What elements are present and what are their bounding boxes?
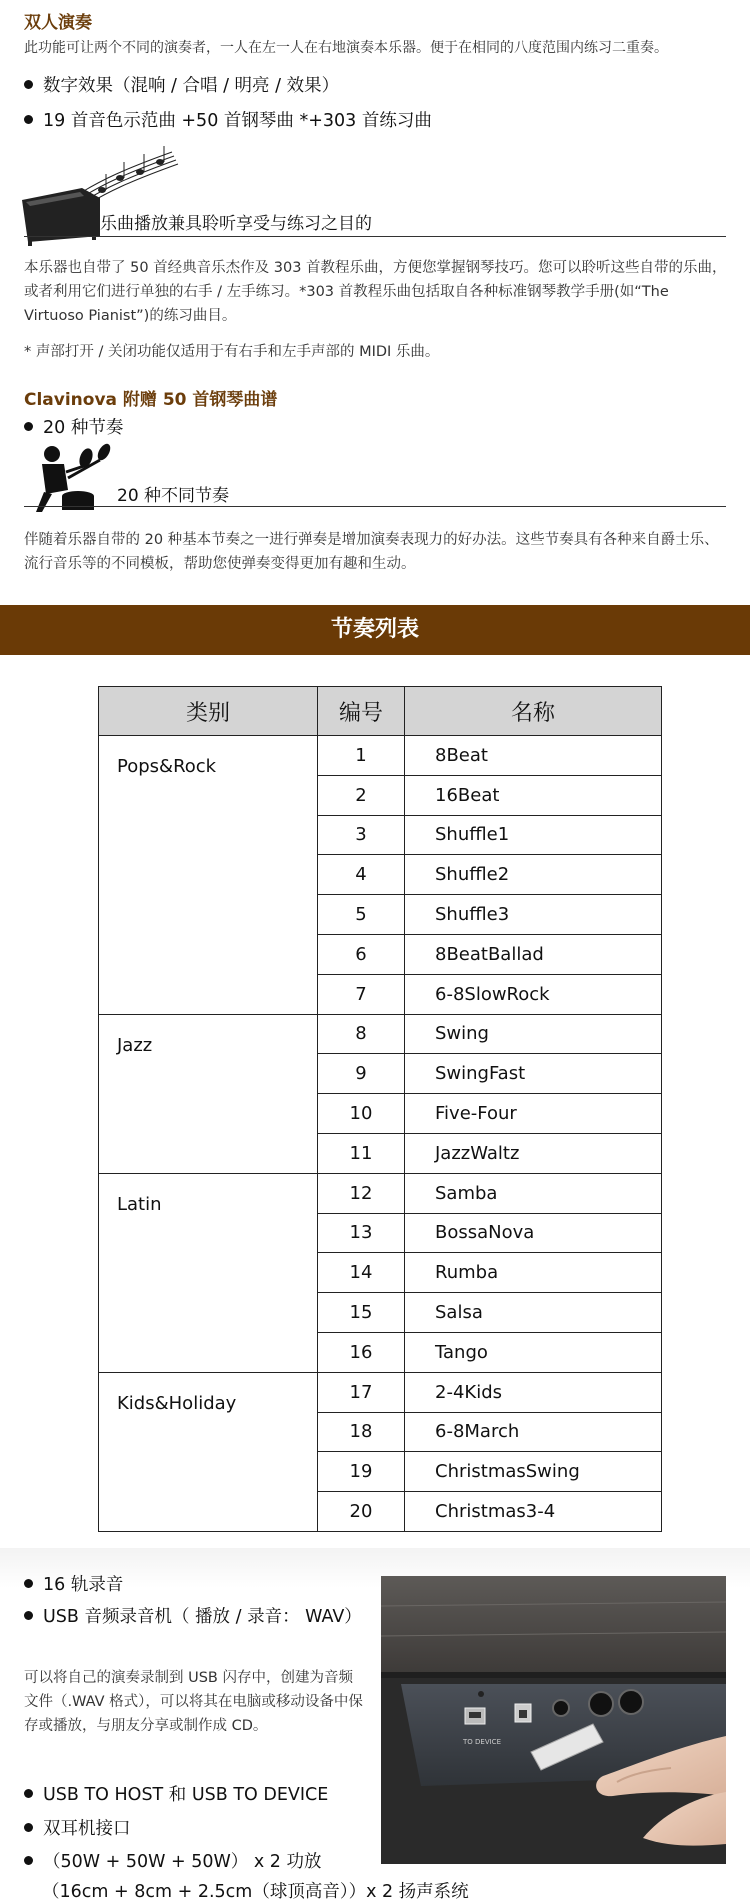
- rhythm-name: Christmas3-4: [405, 1492, 662, 1532]
- header-number: 编号: [318, 687, 405, 736]
- bullet-dot: [24, 1579, 33, 1588]
- bullet-rhythms: 20 种节奏: [24, 414, 123, 439]
- speaker-line: （16cm + 8cm + 2.5cm（球顶高音））x 2 扬声系统: [42, 1882, 469, 1902]
- bullet-amplifier: （50W + 50W + 50W） x 2 功放: [24, 1848, 321, 1873]
- rhythm-name: 8Beat: [405, 736, 662, 776]
- songs-heading: 乐曲播放兼具聆听享受与练习之目的: [100, 214, 372, 234]
- rhythm-number: 5: [318, 895, 405, 935]
- rhythm-name: 6-8SlowRock: [405, 974, 662, 1014]
- rhythm-name: ChristmasSwing: [405, 1452, 662, 1492]
- rhythm-name: Five-Four: [405, 1094, 662, 1134]
- duo-title: 双人演奏: [24, 13, 92, 33]
- rhythm-name: 16Beat: [405, 775, 662, 815]
- rhythm-rule: [24, 506, 726, 507]
- bullet-dot: [24, 80, 33, 89]
- rhythm-name: Samba: [405, 1173, 662, 1213]
- rhythm-name: Shuffle1: [405, 815, 662, 855]
- bullet-usb-recorder: USB 音频录音机（ 播放 / 录音： WAV）: [24, 1603, 362, 1628]
- table-row: [99, 1372, 662, 1412]
- rhythm-name: 6-8March: [405, 1412, 662, 1452]
- rhythm-name: Shuffle2: [405, 855, 662, 895]
- table-row: [99, 736, 662, 776]
- duo-desc: 此功能可让两个不同的演奏者，一人在左一人在右地演奏本乐器。便于在相同的八度范围内练习二重奏。: [24, 40, 668, 56]
- rhythm-name: Rumba: [405, 1253, 662, 1293]
- table-row: [99, 1014, 662, 1054]
- rhythm-number: 3: [318, 815, 405, 855]
- rhythm-number: 4: [318, 855, 405, 895]
- rhythm-number: 20: [318, 1492, 405, 1532]
- rhythm-name: BossaNova: [405, 1213, 662, 1253]
- bullet-dot: [24, 1856, 33, 1865]
- usb-panel-photo: [381, 1576, 726, 1864]
- bullet-usb-ports: USB TO HOST 和 USB TO DEVICE: [24, 1781, 328, 1806]
- rhythm-para: 伴随着乐器自带的 20 种基本节奏之一进行弹奏是增加演奏表现力的好办法。这些节奏具有各种来自爵士乐、流行音乐等的不同模板，帮助您使弹奏变得更加有趣和生动。: [24, 532, 719, 572]
- rhythm-number: 12: [318, 1173, 405, 1213]
- rhythm-number: 8: [318, 1014, 405, 1054]
- rhythm-list-band: 节奏列表: [0, 605, 750, 655]
- bullet-dot: [24, 422, 33, 431]
- rhythm-number: 11: [318, 1133, 405, 1173]
- rhythm-number: 6: [318, 934, 405, 974]
- rhythm-number: 14: [318, 1253, 405, 1293]
- panel-label: TO DEVICE: [463, 1738, 501, 1746]
- category-cell: Jazz: [99, 1014, 318, 1173]
- bullet-16-track: 16 轨录音: [24, 1571, 123, 1596]
- rhythm-number: 19: [318, 1452, 405, 1492]
- songs-rule: [24, 236, 726, 237]
- table-header-row: [99, 687, 662, 736]
- rhythm-number: 7: [318, 974, 405, 1014]
- songs-para: 本乐器也自带了 50 首经典音乐杰作及 303 首教程乐曲，方便您掌握钢琴技巧。您可以聆听这些自带的乐曲，或者利用它们进行单独的右手 / 左手练习。*303 首教程乐曲包括取自各种标准钢琴教学手册(如“The Virtuoso Pianist”)的练习曲目。: [24, 260, 727, 324]
- table-row: [99, 1173, 662, 1213]
- rhythm-name: JazzWaltz: [405, 1133, 662, 1173]
- rhythm-name: 8BeatBallad: [405, 934, 662, 974]
- header-name: 名称: [405, 687, 662, 736]
- rhythm-number: 13: [318, 1213, 405, 1253]
- rhythm-name: SwingFast: [405, 1054, 662, 1094]
- rhythm-name: Tango: [405, 1332, 662, 1372]
- bullet-headphones: 双耳机接口: [24, 1815, 131, 1840]
- rhythm-number: 2: [318, 775, 405, 815]
- recording-para: 可以将自己的演奏录制到 USB 闪存中，创建为音频文件（.WAV 格式），可以将其在电脑或移动设备中保存或播放，与朋友分享或制作成 CD。: [24, 1670, 363, 1734]
- rhythm-heading: 20 种不同节奏: [117, 486, 230, 506]
- rhythm-number: 10: [318, 1094, 405, 1134]
- rhythm-name: Shuffle3: [405, 895, 662, 935]
- category-cell: Latin: [99, 1173, 318, 1372]
- rhythm-number: 15: [318, 1293, 405, 1333]
- category-cell: Kids&Holiday: [99, 1372, 318, 1531]
- category-cell: Pops&Rock: [99, 736, 318, 1015]
- rhythm-number: 16: [318, 1332, 405, 1372]
- rhythm-name: Swing: [405, 1014, 662, 1054]
- bullet-dot: [24, 1611, 33, 1620]
- bullet-demo-songs: 19 首音色示范曲 +50 首钢琴曲 *+303 首练习曲: [24, 107, 432, 132]
- rhythm-number: 18: [318, 1412, 405, 1452]
- bullet-dot: [24, 115, 33, 124]
- bullet-dot: [24, 1823, 33, 1832]
- rhythm-number: 9: [318, 1054, 405, 1094]
- drummer-icon: [24, 442, 120, 514]
- rhythm-number: 1: [318, 736, 405, 776]
- songs-note: * 声部打开 / 关闭功能仅适用于有右手和左手声部的 MIDI 乐曲。: [24, 344, 440, 360]
- header-category: 类别: [99, 687, 318, 736]
- rhythm-name: Salsa: [405, 1293, 662, 1333]
- usb-panel-illustration: [381, 1576, 726, 1864]
- bullet-digital-effects: 数字效果（混响 / 合唱 / 明亮 / 效果）: [24, 72, 339, 97]
- rhythm-number: 17: [318, 1372, 405, 1412]
- rhythm-name: 2-4Kids: [405, 1372, 662, 1412]
- bullet-dot: [24, 1789, 33, 1798]
- gift-title: Clavinova 附赠 50 首钢琴曲谱: [24, 390, 278, 410]
- rhythm-table: [98, 686, 662, 1532]
